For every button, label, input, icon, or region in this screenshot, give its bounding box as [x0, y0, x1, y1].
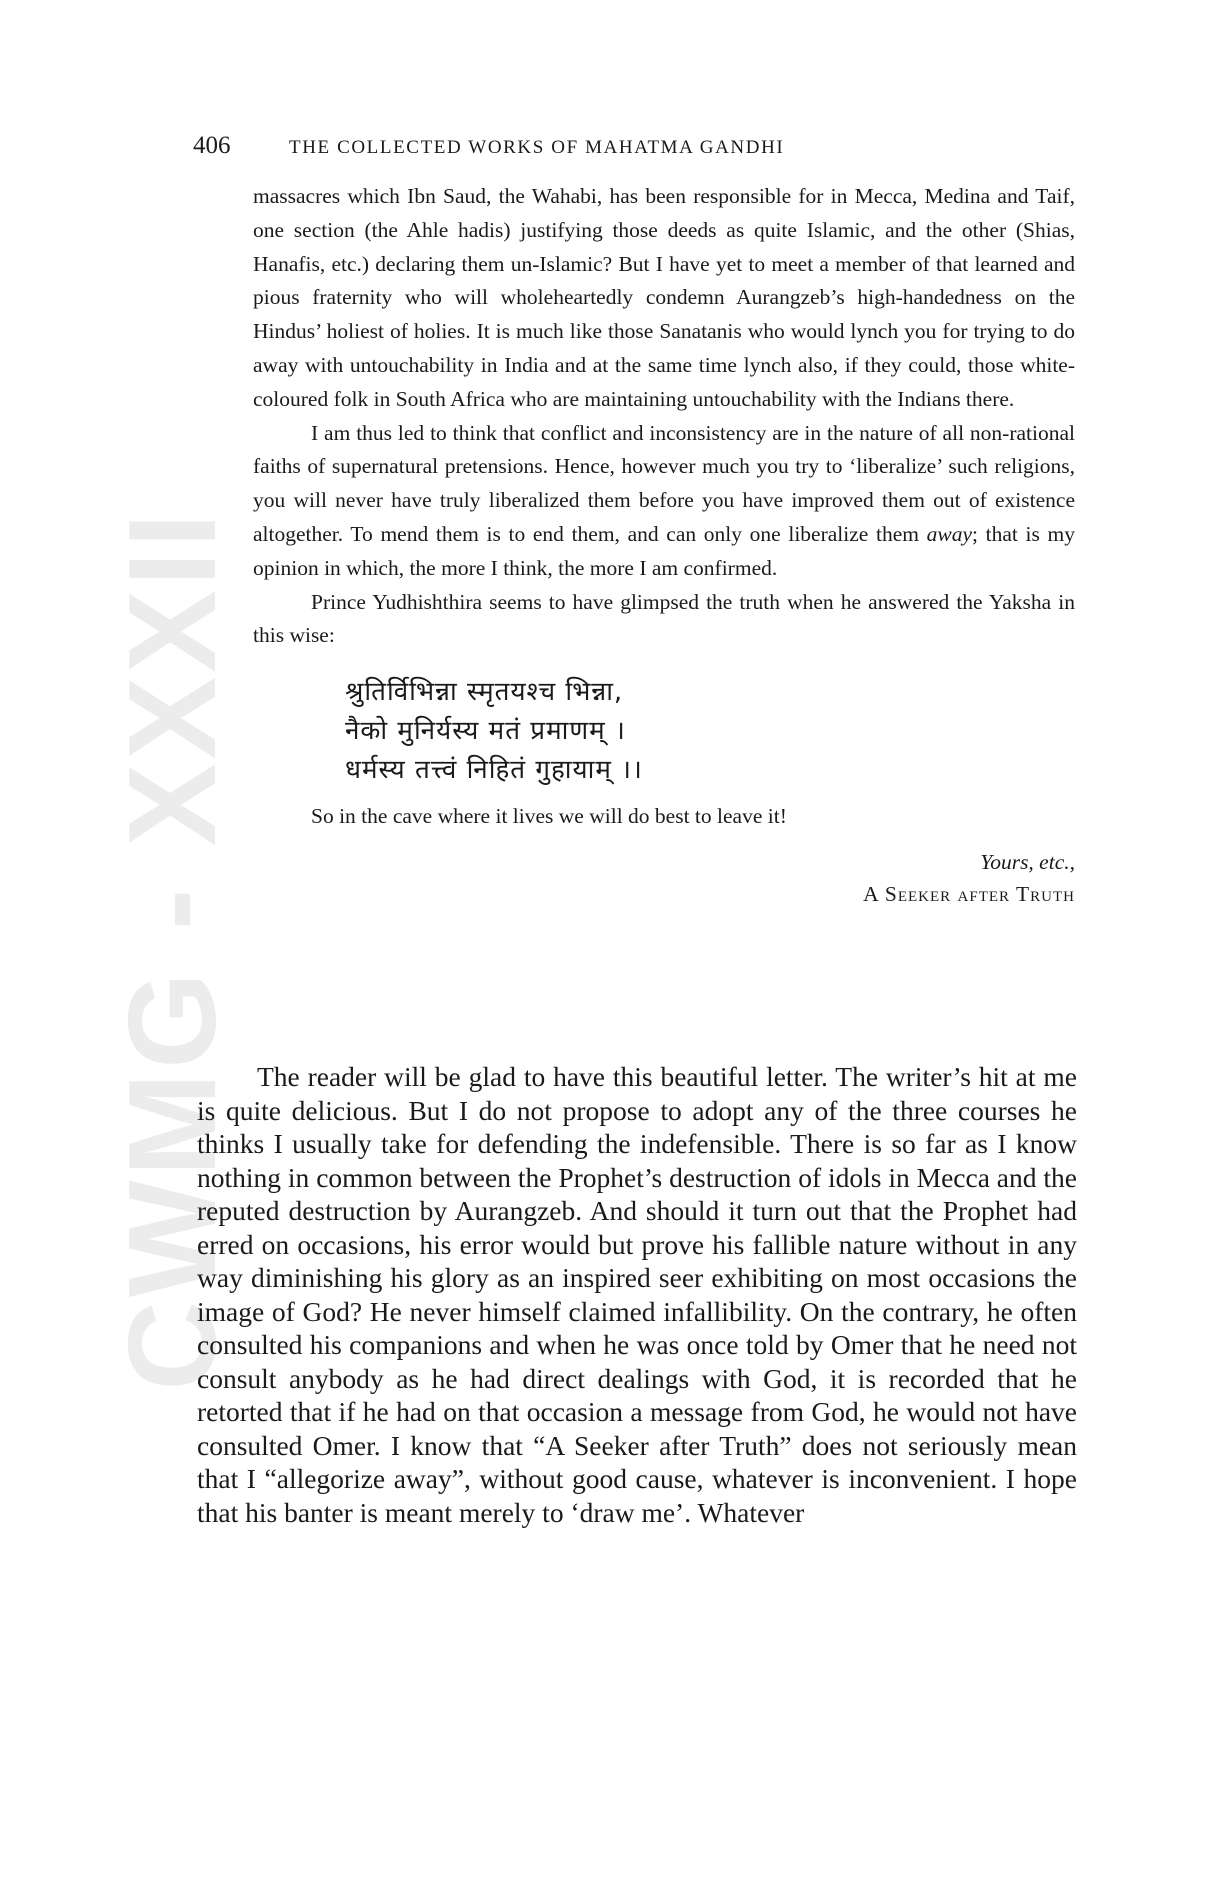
commentary-paragraph: The reader will be glad to have this beautiful letter. The writer’s hit at me is quite delicious. But I do not propose to adopt any of the three courses he thinks I usually take for defending the indefensible. There is so far as I know nothing in common between the Prophet’s destruction of idols in Mecca and the reputed destruction by Aurangzeb. And should it turn out that the Prophet had erred on occasions, his error would but prove his fallible nature without in any way diminishing his glory as an inspired seer exhibiting on most occasions the image of God? He never himself claimed infallibility. On the contrary, he often consulted his companions and when he was once told by Omer that he need not consult anybody as he had direct dealings with God, it is recorded that he retorted that if he had on that occasion a message from God, he would not have consulted Omer. I know that “A Seeker after Truth” does not seriously mean that I “allegorize away”, without good cause, whatever is inconvenient. I hope that his banter is meant merely to ‘draw me’. Whatever: [197, 1061, 1077, 1528]
letter-body: [253, 180, 1075, 910]
closing-line: So in the cave where it lives we will do best to leave it!: [311, 804, 787, 829]
letter-paragraph: massacres which Ibn Saud, the Wahabi, has been responsible for in Mecca, Medina and Taif, one section (the Ahle hadis) justifying those deeds as quite Islamic, and the other (Shias, Hanafis, etc.) declaring them un-Islamic? But I have yet to meet a member of that learned and pious fraternity who will wholeheartedly condemn Aurangzeb’s high-handedness on the Hindus’ holiest of holies. It is much like those Sanatanis who would lynch you for trying to do away with untouchability in India and at the same time lynch also, if they could, those white-coloured folk in South Africa who are maintaining untouchability with the Indians there.: [253, 184, 1075, 411]
page-number: 406: [193, 132, 231, 159]
signature-block: [253, 846, 1075, 910]
letter-paragraph: Prince Yudhishthira seems to have glimpsed the truth when he answered the Yaksha in this wise:: [253, 589, 1075, 648]
paragraph-text: ; that is my opinion in which, the more I think, the more I am confirmed.: [253, 521, 1075, 580]
page-header: [193, 132, 1073, 160]
watermark-text: CWMG - XXXII: [104, 509, 242, 1391]
verse-line: धर्मस्य तत्त्वं निहितं गुहायाम् ।।: [345, 755, 643, 786]
letter-paragraph: [253, 417, 1075, 586]
italic-word: away: [926, 521, 973, 546]
verse-line: नैको मुनिर्यस्य मतं प्रमाणम् ।: [345, 716, 626, 747]
sign-off: Yours, etc.,: [980, 849, 1075, 874]
author-name: A Seeker after Truth: [863, 881, 1075, 906]
sanskrit-verse: [345, 673, 1075, 790]
running-title: THE COLLECTED WORKS OF MAHATMA GANDHI: [289, 137, 785, 158]
verse-line: श्रुतिर्विभिन्ना स्मृतयश्च भिन्ना,: [345, 677, 624, 708]
commentary-body: [197, 1060, 1077, 1529]
paragraph-text: I am thus led to think that conflict and inconsistency are in the nature of all non-rational faiths of supernatural pretensions. Hence, however much you try to ‘liberalize’ such religions, you will never have truly liberalized them before you have improved them out of existence altogether. To mend them is to end them, and can only one liberalize them: [253, 420, 1075, 546]
